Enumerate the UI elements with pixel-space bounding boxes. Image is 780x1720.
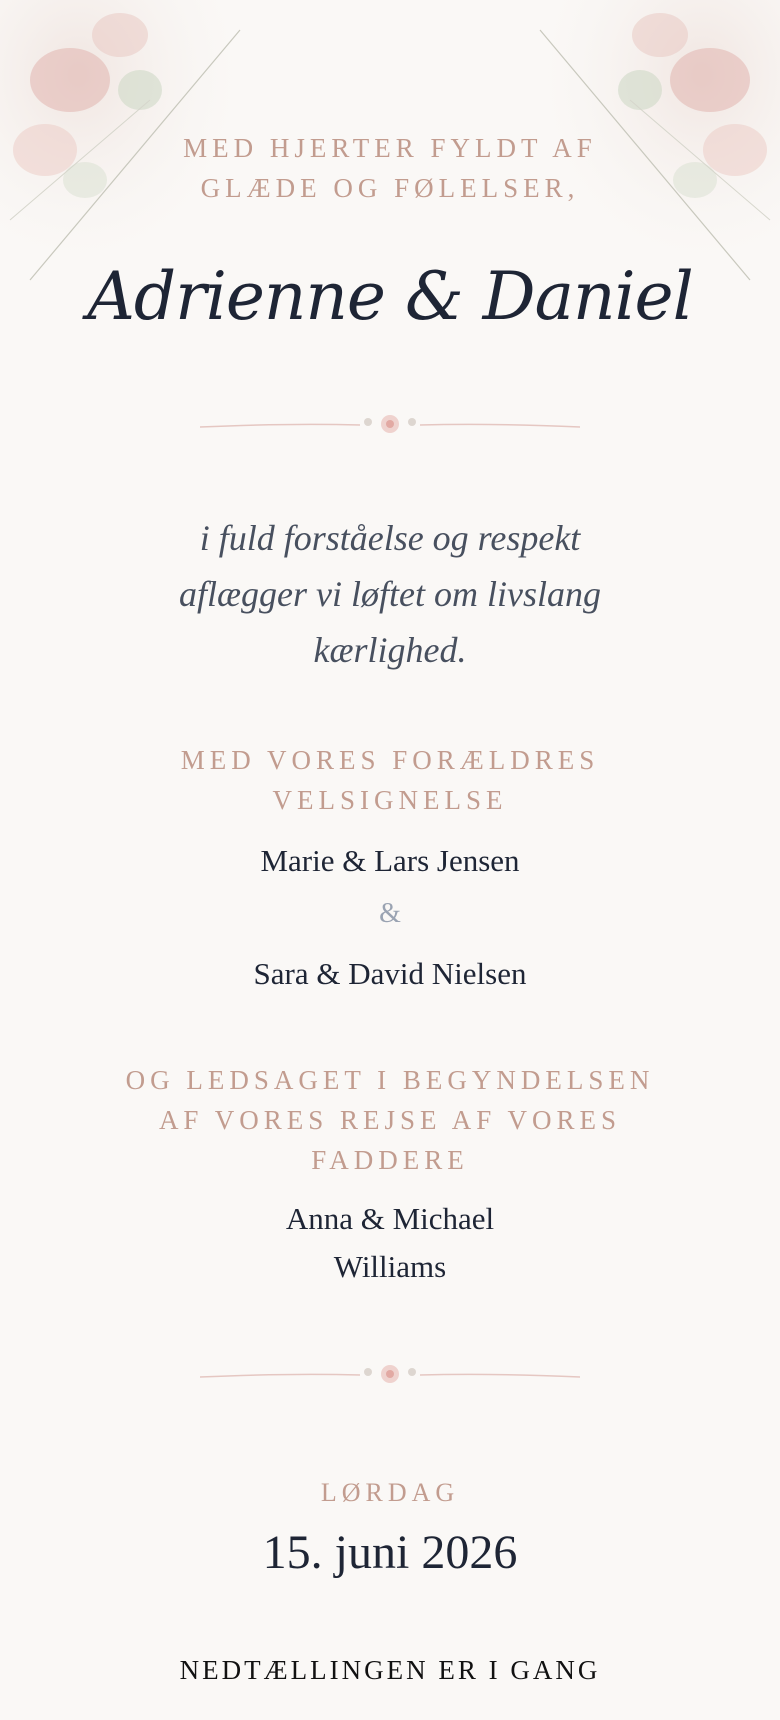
countdown-title: NEDTÆLLINGEN ER I GANG <box>179 1655 601 1685</box>
intro-heading: MED HJERTER FYLDT AF GLÆDE OG FØLELSER, <box>183 133 597 203</box>
godparents-heading: OG LEDSAGET I BEGYNDELSEN AF VORES REJSE AF VORES FADDERE <box>125 1065 655 1175</box>
divider-ornament-icon <box>190 410 590 440</box>
parents-heading: MED VORES FORÆLDRES VELSIGNELSE <box>180 745 600 815</box>
couple-names: Adrienne & Daniel <box>87 258 693 335</box>
event-weekday: LØRDAG <box>320 1478 460 1507</box>
parents-separator: & <box>379 898 401 929</box>
parents-second-couple: Sara & David Nielsen <box>253 956 527 991</box>
event-date: 15. juni 2026 <box>262 1526 518 1579</box>
godparents-names: Anna & Michael Williams <box>285 1201 495 1284</box>
vow-text: i fuld forståelse og respekt aflægger vi løftet om livslang kærlighed. <box>179 518 601 670</box>
divider-ornament-icon <box>190 1360 590 1390</box>
parents-first-couple: Marie & Lars Jensen <box>260 843 520 878</box>
